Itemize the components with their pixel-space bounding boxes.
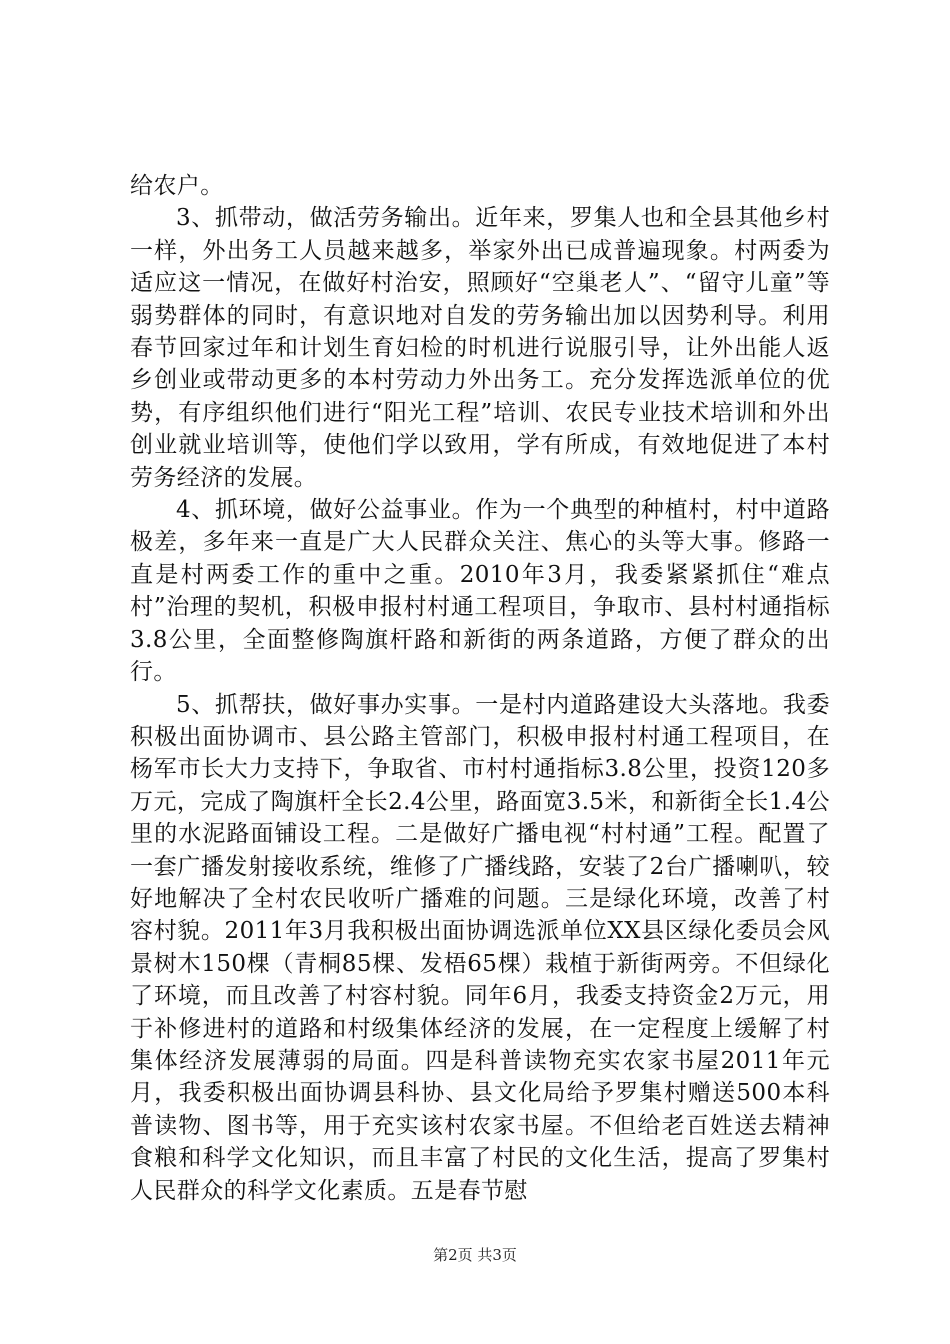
document-body xyxy=(130,170,830,1207)
paragraph-continuation: 给农户。 xyxy=(130,173,224,199)
paragraph-labor-export: 3、抓带动，做活劳务输出。近年来，罗集人也和全县其他乡村一样，外出务工人员越来越多，举家外出已成普遍现象。村两委为适应这一情况，在做好村治安，照顾好“空巢老人”、“留守儿童”等弱势群体的同时，有意识地对自发的劳务输出加以因势利导。利用春节回家过年和计划生育妇检的时机进行说服引导，让外出能人返乡创业或带动更多的本村劳动力外出务工。充分发挥选派单位的优势，有序组织他们进行“阳光工程”培训、农民专业技术培训和外出创业就业培训等，使他们学以致用，学有所成，有效地促进了本村劳务经济的发展。 xyxy=(130,205,830,491)
paragraph-environment: 4、抓环境，做好公益事业。作为一个典型的种植村，村中道路极差，多年来一直是广大人民群众关注、焦心的头等大事。修路一直是村两委工作的重中之重。2010年3月，我委紧紧抓住“难点村”治理的契机，积极申报村村通工程项目，争取市、县村村通指标3.8公里，全面整修陶旗杆路和新街的两条道路，方便了群众的出行。 xyxy=(130,497,830,686)
page-footer: 第2页 共3页 xyxy=(433,1246,517,1264)
paragraph-assistance: 5、抓帮扶，做好事办实事。一是村内道路建设大头落地。我委积极出面协调市、县公路主管部门，积极申报村村通工程项目，在杨军市长大力支持下，争取省、市村村通指标3.8公里，投资120多万元，完成了陶旗杆全长2.4公里，路面宽3.5米，和新街全长1.4公里的水泥路面铺设工程。二是做好广播电视“村村通”工程。配置了一套广播发射接收系统，维修了广播线路，安装了2台广播喇叭，较好地解决了全村农民收听广播难的问题。三是绿化环境，改善了村容村貌。2011年3月我积极出面协调选派单位XX县区绿化委员会风景树木150棵（青桐85棵、发梧65棵）栽植于新街两旁。不但绿化了环境，而且改善了村容村貌。同年6月，我委支持资金2万元，用于补修进村的道路和村级集体经济的发展，在一定程度上缓解了村集体经济发展薄弱的局面。四是科普读物充实农家书屋2011年元月，我委积极出面协调县科协、县文化局给予罗集村赠送500本科普读物、图书等，用于充实该村农家书屋。不但给老百姓送去精神食粮和科学文化知识，而且丰富了村民的文化生活，提高了罗集村人民群众的科学文化素质。五是春节慰 xyxy=(130,691,830,1204)
